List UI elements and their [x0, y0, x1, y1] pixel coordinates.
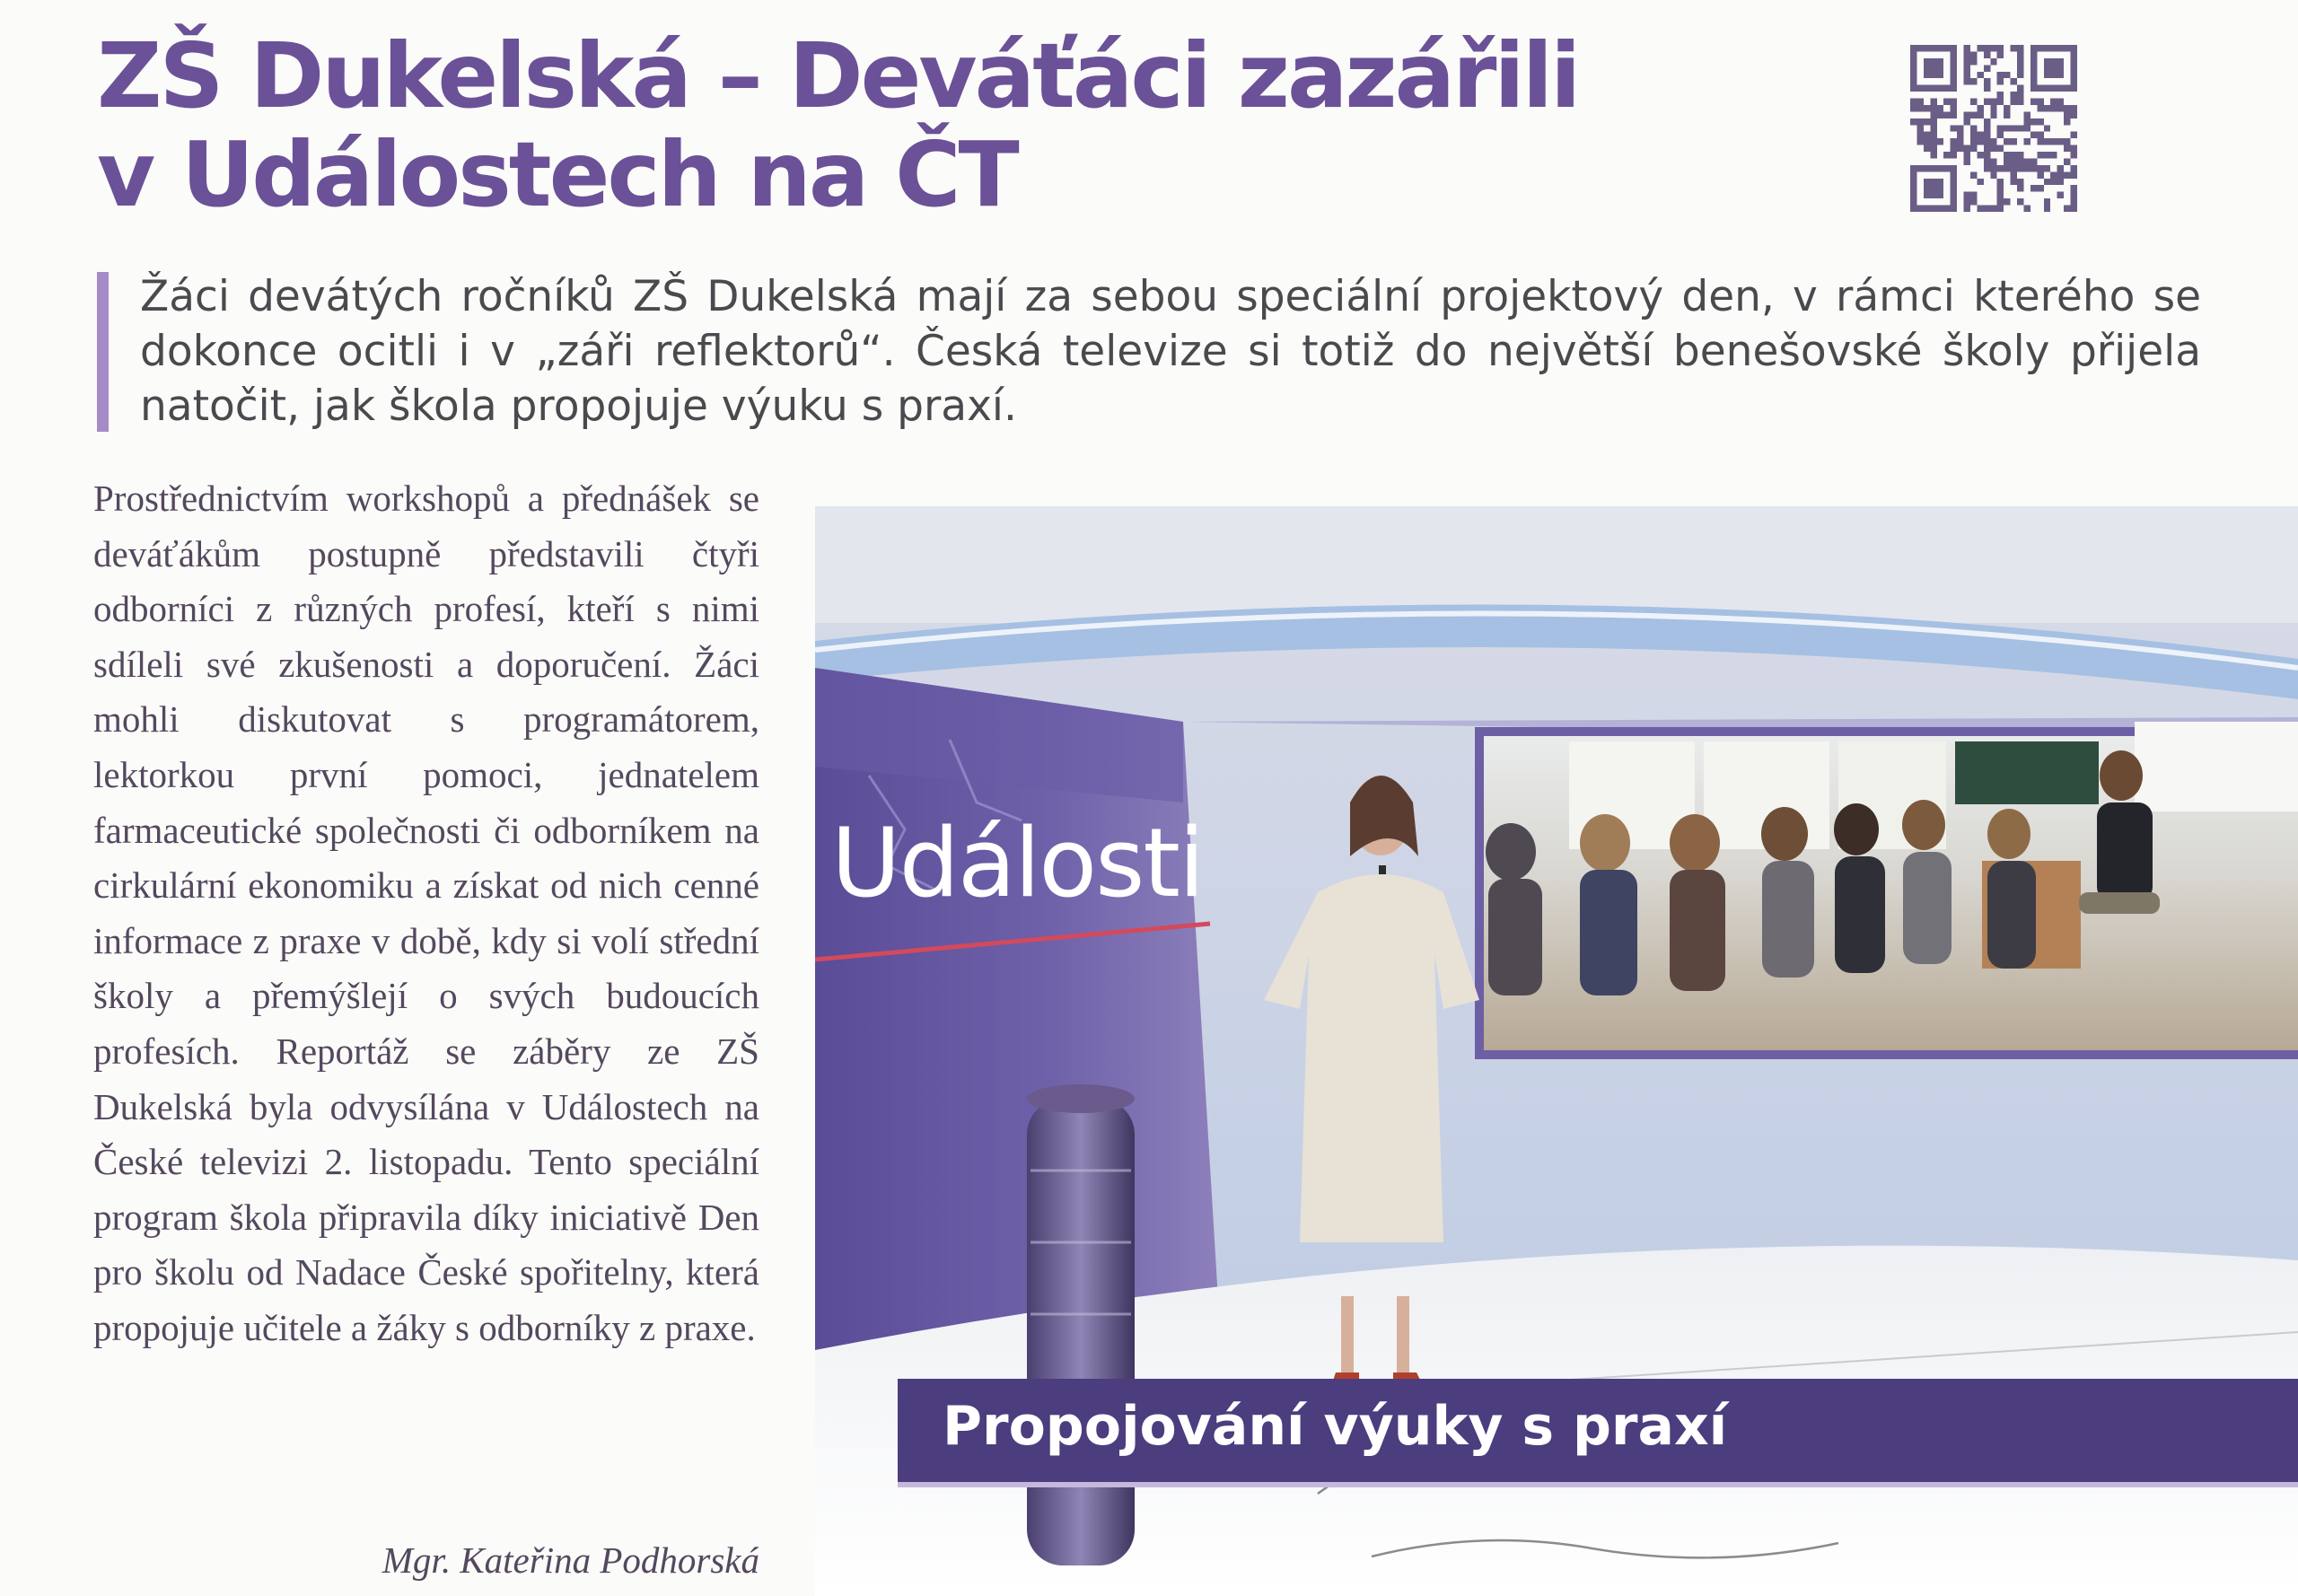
- article-perex: Žáci devátých ročníků ZŠ Dukelská mají za sebou speciální projektový den, v rámci kterého se dokonce ocitli i v „záři reflektorů“. Česká televize si totiž do největší benešovské školy přijela natočit, jak škola propojuje výuku s praxí.: [140, 272, 2201, 431]
- article-title: [97, 23, 1623, 227]
- news-studio-photo: [815, 506, 2298, 1596]
- studio-brand-label: Události: [831, 808, 1204, 918]
- perex-accent-bar: [97, 272, 109, 432]
- tv-caption-text: Propojování výuky s praxí: [943, 1395, 1728, 1458]
- article-author: Mgr. Kateřina Podhorská: [382, 1539, 759, 1581]
- article-body: Prostřednictvím workshopů a přednášek se deváťákům postupně představili čtyři odborníci z různých profesí, kteří s nimi sdíleli své zkušenosti a doporučení. Žáci mohli diskutovat s programátorem, lektorkou první pomoci, jednatelem farmaceutické společnosti či odborníkem na cirkulární ekonomiku a získat od nich cenné informace z praxe v době, kdy si volí střední školy a přemýšlejí o svých budoucích profesích. Reportáž se záběry ze ZŠ Dukelská byla odvysílána v Událostech na České televizi 2. listopadu. Tento speciální program škola připravila díky iniciativě Den pro školu od Nadace České spořitelny, která propojuje učitele a žáky s odborníky z praxe.: [93, 478, 759, 1348]
- article-title-line-2: v Událostech na ČT: [97, 122, 1017, 227]
- tv-caption-bar: [898, 1379, 2298, 1487]
- qr-code-icon: [1910, 45, 2077, 212]
- article-title-line-1: ZŠ Dukelská – Deváťáci zazářili: [97, 23, 1579, 128]
